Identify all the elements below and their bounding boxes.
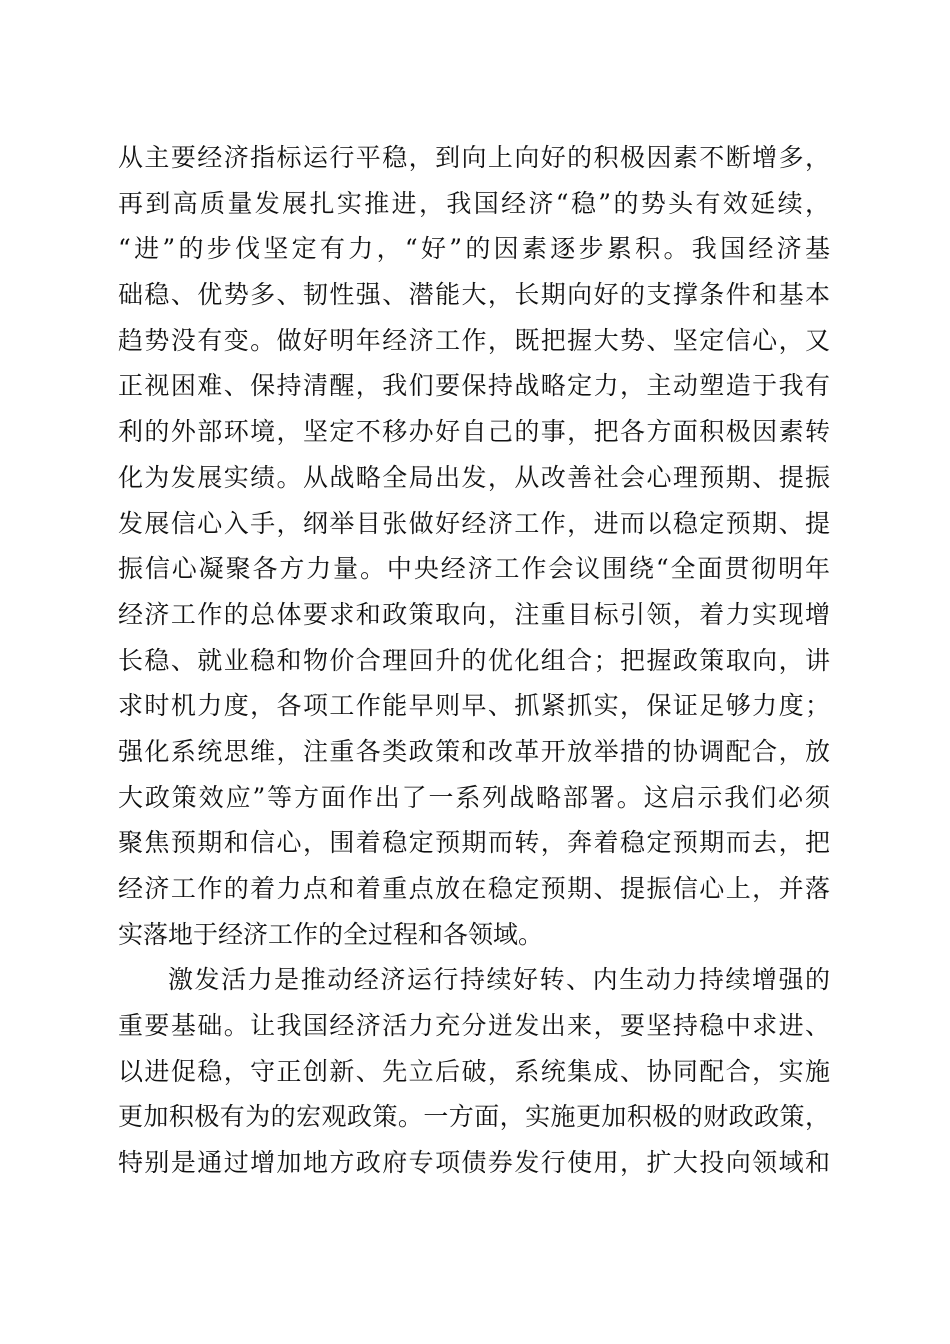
text-line: 经济工作的总体要求和政策取向，注重目标引领，着力实现增 [118,599,830,629]
text-line: 从主要经济指标运行平稳，到向上向好的积极因素不断增多， [118,143,830,172]
text-line: 长稳、就业稳和物价合理回升的优化组合；把握政策取向，讲 [118,645,830,675]
text-line: 经济工作的着力点和着重点放在稳定预期、提振信心上，并落 [118,874,830,903]
text-line: 趋势没有变。做好明年经济工作，既把握大势、坚定信心，又 [118,325,830,355]
body-text [118,135,830,1186]
text-line: 发展信心入手，纲举目张做好经济工作，进而以稳定预期、提 [118,508,830,538]
text-line: 强化系统思维，注重各类政策和改革开放举措的协调配合，放 [118,736,830,766]
text-line: 特别是通过增加地方政府专项债券发行使用，扩大投向领域和 [118,1148,830,1178]
text-line: 化为发展实绩。从战略全局出发，从改善社会心理预期、提振 [118,462,830,492]
text-line: 振信心凝聚各方力量。中央经济工作会议围绕“全面贯彻明年 [118,554,830,584]
text-line: 激发活力是推动经济运行持续好转、内生动力持续增强的 [168,965,830,995]
text-line: 利的外部环境，坚定不移办好自己的事，把各方面积极因素转 [118,417,830,447]
text-line: 以进促稳，守正创新、先立后破，系统集成、协同配合，实施 [118,1056,830,1086]
text-line: 聚焦预期和信心，围着稳定预期而转，奔着稳定预期而去，把 [118,828,830,858]
text-line: 再到高质量发展扎实推进，我国经济“稳”的势头有效延续， [118,188,830,218]
text-line: 础稳、优势多、韧性强、潜能大，长期向好的支撑条件和基本 [118,280,830,310]
paragraph-2 [118,957,830,1185]
paragraph-1 [118,135,830,957]
text-line: 大政策效应”等方面作出了一系列战略部署。这启示我们必须 [118,782,830,812]
text-line: 实落地于经济工作的全过程和各领域。 [118,919,544,949]
text-line: 更加积极有为的宏观政策。一方面，实施更加积极的财政政策， [118,1102,830,1132]
text-line: 重要基础。让我国经济活力充分迸发出来，要坚持稳中求进、 [118,1011,830,1041]
text-line: 求时机力度，各项工作能早则早、抓紧抓实，保证足够力度； [118,691,830,721]
text-line: 正视困难、保持清醒，我们要保持战略定力，主动塑造于我有 [118,371,830,401]
text-line: “进”的步伐坚定有力，“好”的因素逐步累积。我国经济基 [118,234,830,264]
